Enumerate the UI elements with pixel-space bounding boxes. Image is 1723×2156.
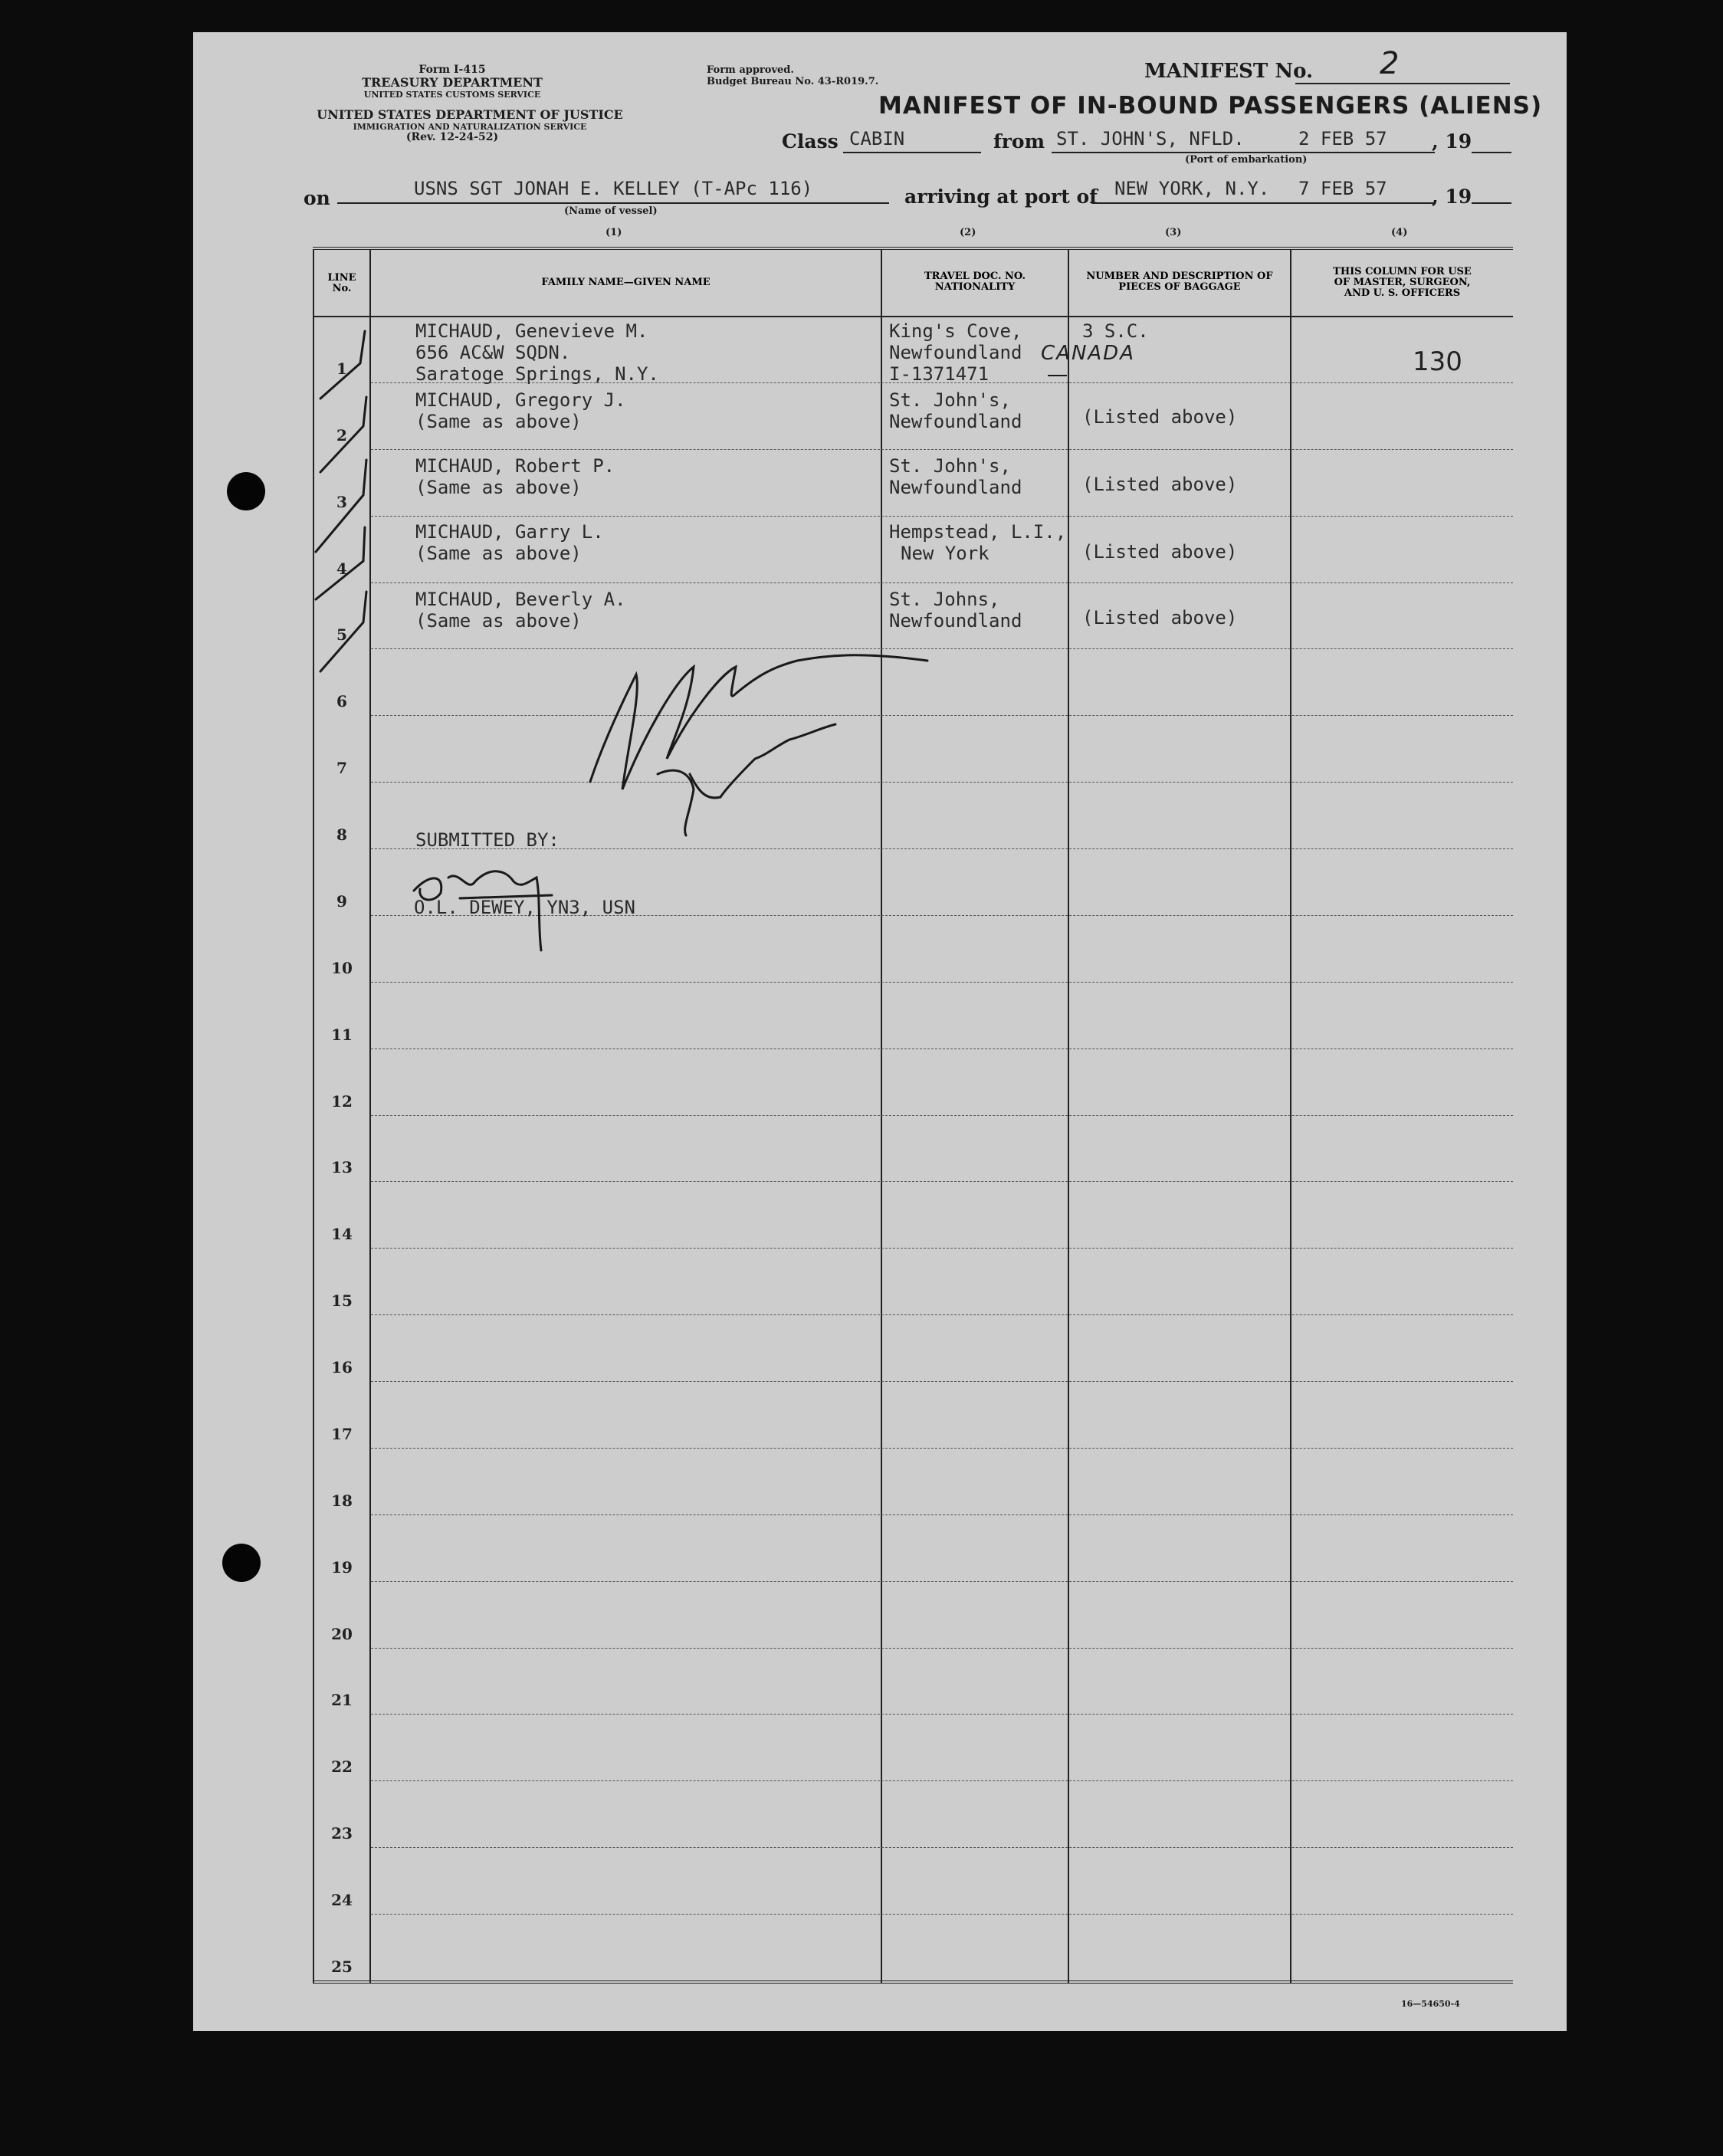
revision: (Rev. 12-24-52) bbox=[405, 131, 499, 143]
line-number: 25 bbox=[331, 1957, 353, 1976]
check-mark-line-1 bbox=[320, 331, 365, 399]
line-number: 17 bbox=[331, 1424, 353, 1443]
passenger-name: MICHAUD, Beverly A. bbox=[415, 589, 626, 610]
line-number: 23 bbox=[331, 1824, 353, 1843]
year-label-2: , 19 bbox=[1432, 185, 1472, 208]
form-number: Form I-415 bbox=[418, 64, 486, 76]
passenger-name: MICHAUD, Garry L. bbox=[415, 521, 604, 543]
budget-bureau: Budget Bureau No. 43-R019.7. bbox=[707, 76, 879, 87]
line-number: 15 bbox=[331, 1291, 353, 1311]
embarkation-date: 2 FEB 57 bbox=[1298, 128, 1387, 149]
col-num-3: (3) bbox=[1165, 227, 1182, 238]
passenger-address: (Same as above) bbox=[415, 477, 582, 498]
col-num-4: (4) bbox=[1391, 227, 1408, 238]
vessel-caption: (Name of vessel) bbox=[564, 205, 658, 217]
passenger-address-line-1: 656 AC&W SQDN. bbox=[415, 342, 571, 363]
submitter-signature bbox=[414, 871, 552, 950]
passenger-name: MICHAUD, Gregory J. bbox=[415, 389, 626, 411]
travel-place: St. Johns, bbox=[889, 589, 1000, 610]
line-number: 20 bbox=[331, 1624, 353, 1643]
officer-number: 130 bbox=[1413, 346, 1462, 377]
passenger-address: (Same as above) bbox=[415, 411, 582, 432]
class-value: CABIN bbox=[849, 128, 905, 149]
submitted-by-label: SUBMITTED BY: bbox=[415, 829, 560, 851]
line-number: 13 bbox=[331, 1158, 353, 1177]
year-label-1: , 19 bbox=[1432, 130, 1472, 153]
on-label: on bbox=[304, 187, 330, 209]
header-baggage: NUMBER AND DESCRIPTION OF PIECES OF BAGGAGE bbox=[1086, 271, 1273, 293]
submitter-name: O.L. DEWEY, YN3, USN bbox=[414, 897, 635, 918]
dept-treasury: TREASURY DEPARTMENT bbox=[362, 75, 543, 90]
check-mark-line-2 bbox=[320, 397, 366, 472]
col-num-1: (1) bbox=[606, 227, 622, 238]
line-number: 14 bbox=[331, 1225, 353, 1244]
from-label: from bbox=[993, 130, 1045, 153]
line-number: 2 bbox=[336, 425, 347, 445]
header-line-no: LINE No. bbox=[327, 272, 356, 294]
dept-treasury-sub: UNITED STATES CUSTOMS SERVICE bbox=[363, 90, 541, 100]
line-number: 6 bbox=[336, 692, 347, 711]
line-number: 11 bbox=[331, 1025, 353, 1044]
port-of-embarkation: ST. JOHN'S, NFLD. bbox=[1056, 128, 1245, 149]
header-travel-doc: TRAVEL DOC. NO. NATIONALITY bbox=[924, 271, 1026, 293]
baggage: (Listed above) bbox=[1082, 474, 1238, 495]
travel-nationality: Newfoundland bbox=[889, 477, 1022, 498]
line-number: 9 bbox=[336, 891, 347, 911]
line-number: 3 bbox=[336, 492, 347, 511]
check-mark-line-3 bbox=[316, 460, 366, 552]
dept-justice-sub: IMMIGRATION AND NATURALIZATION SERVICE bbox=[353, 122, 587, 132]
port-embarkation-caption: (Port of embarkation) bbox=[1185, 154, 1308, 166]
check-mark-line-4 bbox=[316, 527, 365, 599]
check-mark-line-5 bbox=[320, 592, 366, 671]
header-officers-use: THIS COLUMN FOR USE OF MASTER, SURGEON, AND U. S. OFFICERS bbox=[1333, 266, 1472, 299]
travel-nationality: Newfoundland bbox=[889, 342, 1022, 363]
class-label: Class bbox=[782, 130, 839, 153]
form-approved: Form approved. bbox=[707, 64, 794, 76]
line-number: 18 bbox=[331, 1491, 353, 1510]
line-number: 5 bbox=[336, 625, 347, 645]
travel-nationality: New York bbox=[901, 543, 989, 564]
travel-place: Hempstead, L.I., bbox=[889, 521, 1067, 543]
passenger-address: (Same as above) bbox=[415, 543, 582, 564]
handwritten-nationality: CANADA bbox=[1041, 342, 1135, 365]
line-number: 16 bbox=[331, 1358, 353, 1377]
line-number: 12 bbox=[331, 1091, 353, 1111]
line-number: 7 bbox=[336, 759, 347, 778]
inspector-signature bbox=[590, 655, 927, 789]
col-num-2: (2) bbox=[960, 227, 976, 238]
arriving-label: arriving at port of bbox=[904, 185, 1098, 208]
baggage: (Listed above) bbox=[1082, 541, 1238, 563]
travel-place: King's Cove, bbox=[889, 320, 1022, 342]
manifest-title: MANIFEST OF IN-BOUND PASSENGERS (ALIENS) bbox=[878, 92, 1543, 120]
arrival-date: 7 FEB 57 bbox=[1298, 178, 1387, 199]
passenger-address: (Same as above) bbox=[415, 610, 582, 632]
line-number: 10 bbox=[331, 958, 353, 977]
line-number: 24 bbox=[331, 1891, 353, 1910]
form-code: 16—54650-4 bbox=[1401, 1999, 1460, 2009]
travel-doc-number: I-1371471 bbox=[889, 363, 989, 385]
baggage: (Listed above) bbox=[1082, 406, 1238, 428]
baggage: (Listed above) bbox=[1082, 607, 1238, 628]
line-number: 1 bbox=[336, 359, 347, 378]
header-family-name: FAMILY NAME—GIVEN NAME bbox=[541, 277, 711, 288]
passenger-name: MICHAUD, Robert P. bbox=[415, 455, 615, 477]
dept-justice: UNITED STATES DEPARTMENT OF JUSTICE bbox=[317, 107, 623, 122]
baggage: 3 S.C. bbox=[1082, 320, 1149, 342]
travel-nationality: Newfoundland bbox=[889, 610, 1022, 632]
manifest-number: 2 bbox=[1380, 46, 1400, 81]
inspector-initials bbox=[658, 724, 835, 835]
line-number: 8 bbox=[336, 825, 347, 845]
passenger-address-line-2: Saratoge Springs, N.Y. bbox=[415, 363, 659, 385]
travel-place: St. John's, bbox=[889, 455, 1011, 477]
line-number: 4 bbox=[336, 559, 347, 578]
passenger-name: MICHAUD, Genevieve M. bbox=[415, 320, 648, 342]
manifest-label: MANIFEST No. bbox=[1144, 60, 1314, 83]
line-number: 19 bbox=[331, 1557, 353, 1577]
travel-place: St. John's, bbox=[889, 389, 1011, 411]
vessel-name: USNS SGT JONAH E. KELLEY (T-APc 116) bbox=[414, 178, 813, 199]
line-number: 22 bbox=[331, 1757, 353, 1777]
travel-nationality: Newfoundland bbox=[889, 411, 1022, 432]
line-number: 21 bbox=[331, 1691, 353, 1710]
arrival-port: NEW YORK, N.Y. bbox=[1114, 178, 1270, 199]
